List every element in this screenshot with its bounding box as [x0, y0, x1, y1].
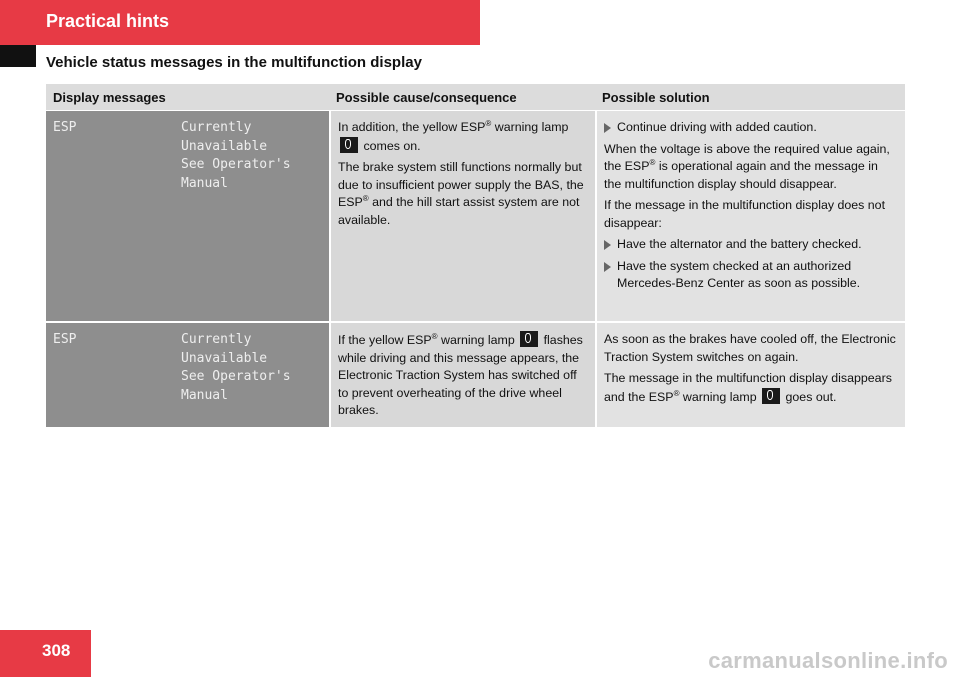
display-line: Unavailable	[181, 138, 268, 154]
triangle-bullet-icon	[604, 240, 611, 250]
text-span: The message in the multifunction display disappears and the ESP	[604, 371, 892, 404]
solution-step	[604, 119, 898, 137]
display-line: Unavailable	[181, 350, 268, 366]
column-header-solution: Possible solution	[602, 90, 710, 105]
section-marker	[0, 45, 36, 67]
text-span: and the hill start assist system are not available.	[338, 195, 580, 227]
display-line: Manual	[181, 387, 228, 403]
cause-paragraph	[338, 119, 588, 155]
text-span: Continue driving with added caution.	[617, 120, 817, 134]
display-line: Manual	[181, 175, 228, 191]
solution-paragraph	[604, 141, 898, 194]
display-message-cell	[46, 323, 329, 427]
text-span: goes out.	[782, 389, 837, 404]
display-line: See Operator's	[181, 157, 291, 172]
text-span: warning lamp	[491, 120, 569, 134]
solution-step	[604, 258, 898, 293]
esp-warning-icon	[340, 137, 358, 153]
column-header-display-messages: Display messages	[53, 90, 166, 105]
text-span: In addition, the yellow ESP	[338, 120, 486, 134]
display-message-label: ESP	[53, 332, 77, 347]
esp-warning-icon	[520, 331, 538, 347]
cause-cell	[329, 111, 595, 321]
cause-paragraph	[338, 331, 588, 420]
display-message-cell	[46, 111, 329, 321]
page-number: 308	[42, 641, 71, 660]
esp-warning-icon	[762, 388, 780, 404]
table-header-row	[46, 84, 905, 111]
text-span: If the yellow ESP	[338, 333, 432, 347]
table-row	[46, 323, 905, 429]
cause-cell	[329, 323, 595, 427]
text-span: When the voltage is above the required value again, the ESP	[604, 141, 890, 173]
solution-paragraph: If the message in the multifunction display does not disappear:	[604, 198, 886, 230]
registered-mark: ®	[485, 118, 492, 128]
registered-mark: ®	[673, 388, 680, 398]
solution-cell	[595, 111, 905, 321]
registered-mark: ®	[362, 193, 369, 203]
solution-step	[604, 236, 898, 254]
table-row	[46, 111, 905, 323]
section-title: Vehicle status messages in the multifunction display	[46, 54, 422, 71]
text-span: comes on.	[360, 138, 421, 153]
text-span: The brake system still functions normally but due to insufficient power supply the BAS, the ESP	[338, 160, 584, 209]
triangle-bullet-icon	[604, 123, 611, 133]
text-span: is operational again and the message in the multifunction display should disappear.	[604, 159, 878, 191]
display-message-label: ESP	[53, 120, 77, 135]
registered-mark: ®	[431, 331, 438, 341]
column-header-cause: Possible cause/consequence	[336, 90, 517, 105]
display-line: Currently	[181, 120, 252, 135]
text-span: flashes while driving and this message appears, the Electronic Traction System has switched off to prevent overheating of the drive wheel brakes.	[338, 333, 583, 417]
display-line: Currently	[181, 332, 252, 347]
display-message-text	[181, 331, 291, 405]
text-span: warning lamp	[679, 389, 757, 404]
registered-mark: ®	[649, 157, 656, 167]
triangle-bullet-icon	[604, 262, 611, 272]
cause-paragraph	[338, 159, 588, 229]
solution-cell	[595, 323, 905, 427]
display-message-text	[181, 119, 291, 193]
text-span: Have the system checked at an authorized Mercedes-Benz Center as soon as possible.	[617, 258, 861, 290]
text-span: Have the alternator and the battery checked.	[617, 237, 862, 251]
text-span: warning lamp	[437, 333, 515, 347]
status-messages-table	[46, 84, 905, 429]
solution-paragraph	[604, 370, 898, 406]
solution-paragraph: As soon as the brakes have cooled off, the Electronic Traction System switches on again.	[604, 332, 896, 364]
chapter-title: Practical hints	[46, 11, 170, 31]
display-line: See Operator's	[181, 369, 291, 384]
watermark: carmanualsonline.info	[708, 648, 948, 673]
